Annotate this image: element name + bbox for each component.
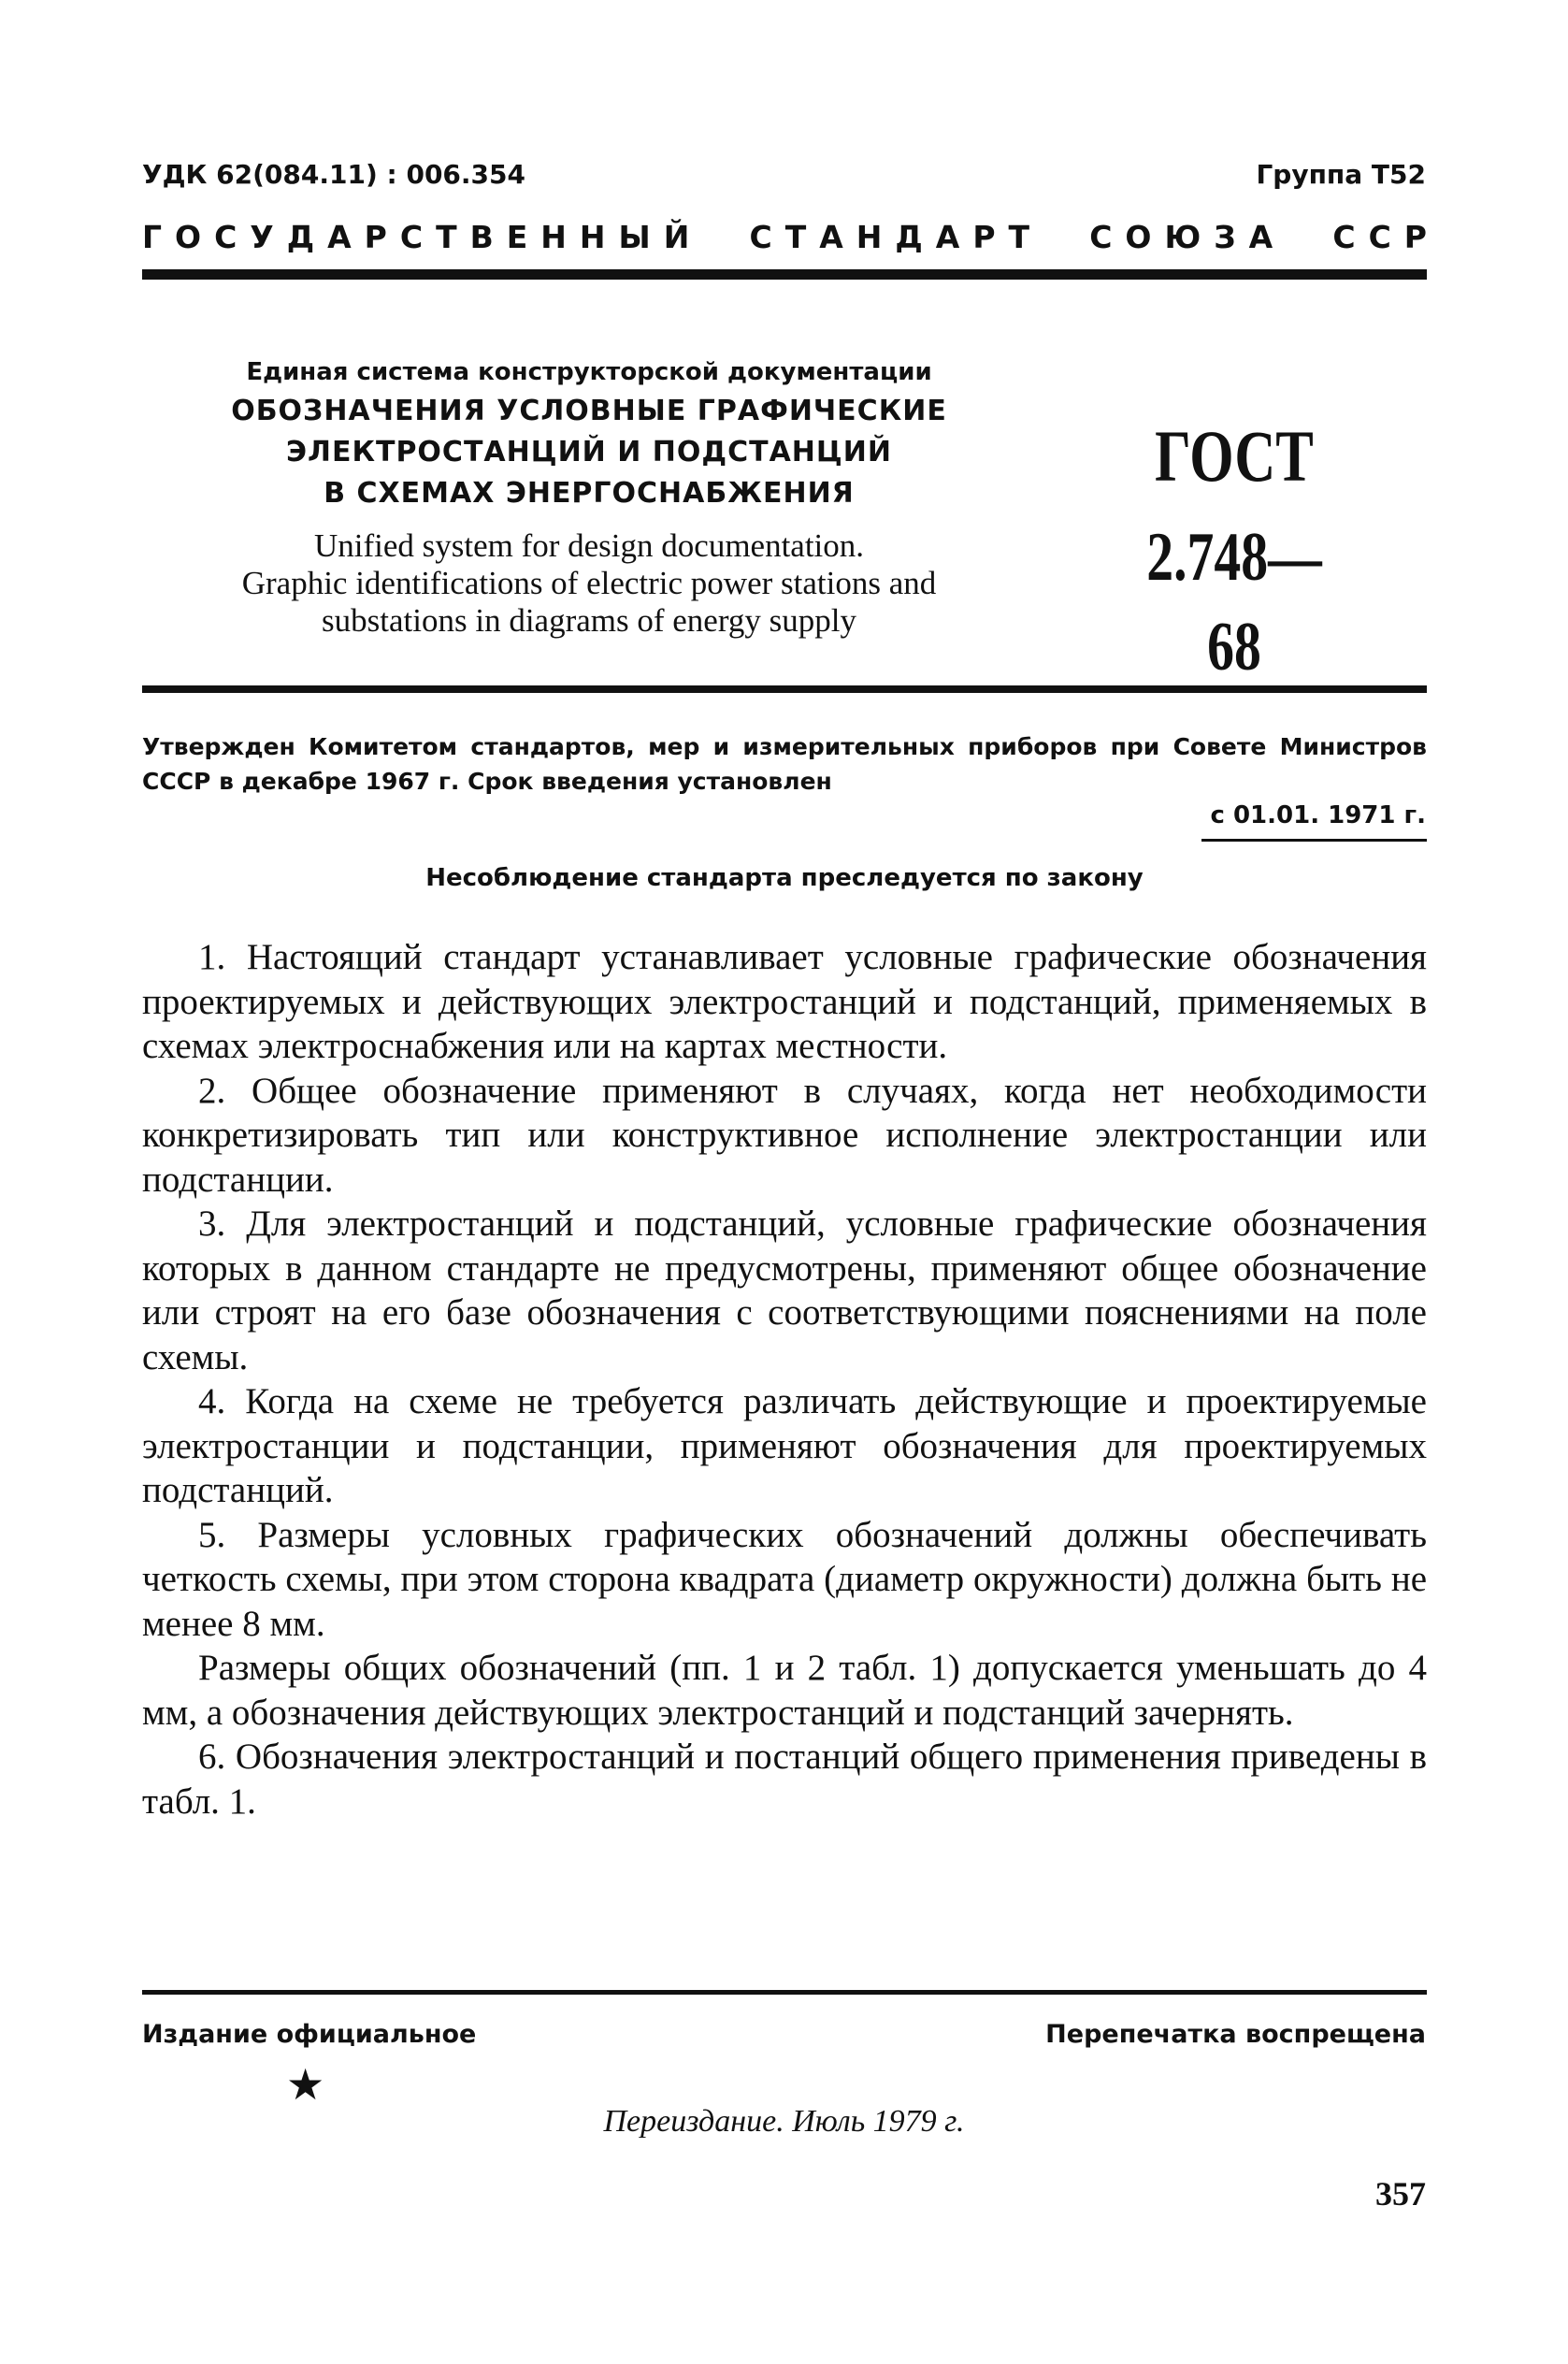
paragraph: 4. Когда на схеме не требуется различать действующие и проектируемые электростанции и подстанции, применяют обозначения для проектируемых подстанций. xyxy=(142,1381,1427,1510)
paragraph: 6. Обозначения электростанций и постанций общего применения приведены в табл. 1. xyxy=(142,1737,1427,1822)
paragraph: 5. Размеры условных графических обозначений должны обеспечивать четкость схемы, при этом сторона квадрата (диаметр окружности) должна быть не менее 8 мм. xyxy=(142,1514,1427,1644)
bottom-divider xyxy=(142,1990,1427,1995)
title-block xyxy=(168,353,1010,640)
legal-warning: Несоблюдение стандарта преследуется по закону xyxy=(425,864,1144,892)
title-line: В СХЕМАХ ЭНЕРГОСНАБЖЕНИЯ xyxy=(324,477,855,510)
state-standard-banner xyxy=(142,219,1440,255)
official-edition: Издание официальное xyxy=(142,2020,477,2049)
english-title-line: Graphic identifications of electric power stations and xyxy=(241,565,937,601)
banner-word: ГОСУДАРСТВЕННЫЙ xyxy=(142,219,703,255)
title-line: ЭЛЕКТРОСТАНЦИЙ И ПОДСТАНЦИЙ xyxy=(286,436,892,468)
effective-date: с 01.01. 1971 г. xyxy=(1210,801,1426,829)
effective-date-underline xyxy=(1201,839,1427,842)
banner-word: ССР xyxy=(1332,219,1440,255)
english-title xyxy=(168,527,1010,640)
paragraph: 2. Общее обозначение применяют в случаях, когда нет необходимости конкретизировать тип или конструктивное исполнение электростанции или подстанции. xyxy=(142,1070,1427,1200)
banner-word: СОЮЗА xyxy=(1089,219,1287,255)
paragraph: Размеры общих обозначений (пп. 1 и 2 табл. 1) допускается уменьшать до 4 мм, а обозначения действующих электростанций и подстанций зачернять. xyxy=(142,1648,1427,1733)
gost-number: 2.748—68 xyxy=(1146,519,1322,685)
approval-note: Утвержден Комитетом стандартов, мер и измерительных приборов при Совете Министров СССР в декабре 1967 г. Срок введения установлен xyxy=(142,733,1427,795)
middle-divider xyxy=(142,685,1427,693)
reprint-prohibited: Перепечатка воспрещена xyxy=(1045,2020,1426,2049)
title-line: ОБОЗНАЧЕНИЯ УСЛОВНЫЕ ГРАФИЧЕСКИЕ xyxy=(231,395,947,427)
star-icon: ★ xyxy=(286,2059,325,2110)
page-number: 357 xyxy=(1375,2175,1426,2213)
system-name: Единая система конструкторской документации xyxy=(246,358,932,386)
english-title-line: substations in diagrams of energy supply xyxy=(322,602,856,639)
english-title-line: Unified system for design documentation. xyxy=(313,527,865,564)
banner-word: СТАНДАРТ xyxy=(749,219,1043,255)
group-code: Группа Т52 xyxy=(1256,159,1426,190)
gost-label: ГОСТ xyxy=(1155,415,1314,497)
udk-code: УДК 62(084.11) : 006.354 xyxy=(142,159,525,190)
reissue-note: Переиздание. Июль 1979 г. xyxy=(603,2104,965,2139)
top-divider xyxy=(142,269,1427,280)
body-text xyxy=(142,935,1427,1823)
paragraph: 1. Настоящий стандарт устанавливает условные графические обозначения проектируемых и действующих электростанций и подстанций, применяемых в схемах электроснабжения или на картах местности. xyxy=(142,937,1427,1066)
paragraph: 3. Для электростанций и подстанций, условные графические обозначения которых в данном стандарте не предусмотрены, применяют общее обозначение или строят на его базе обозначения с соответствующими пояснениями на поле схемы. xyxy=(142,1204,1427,1377)
gost-designation xyxy=(1094,411,1374,692)
